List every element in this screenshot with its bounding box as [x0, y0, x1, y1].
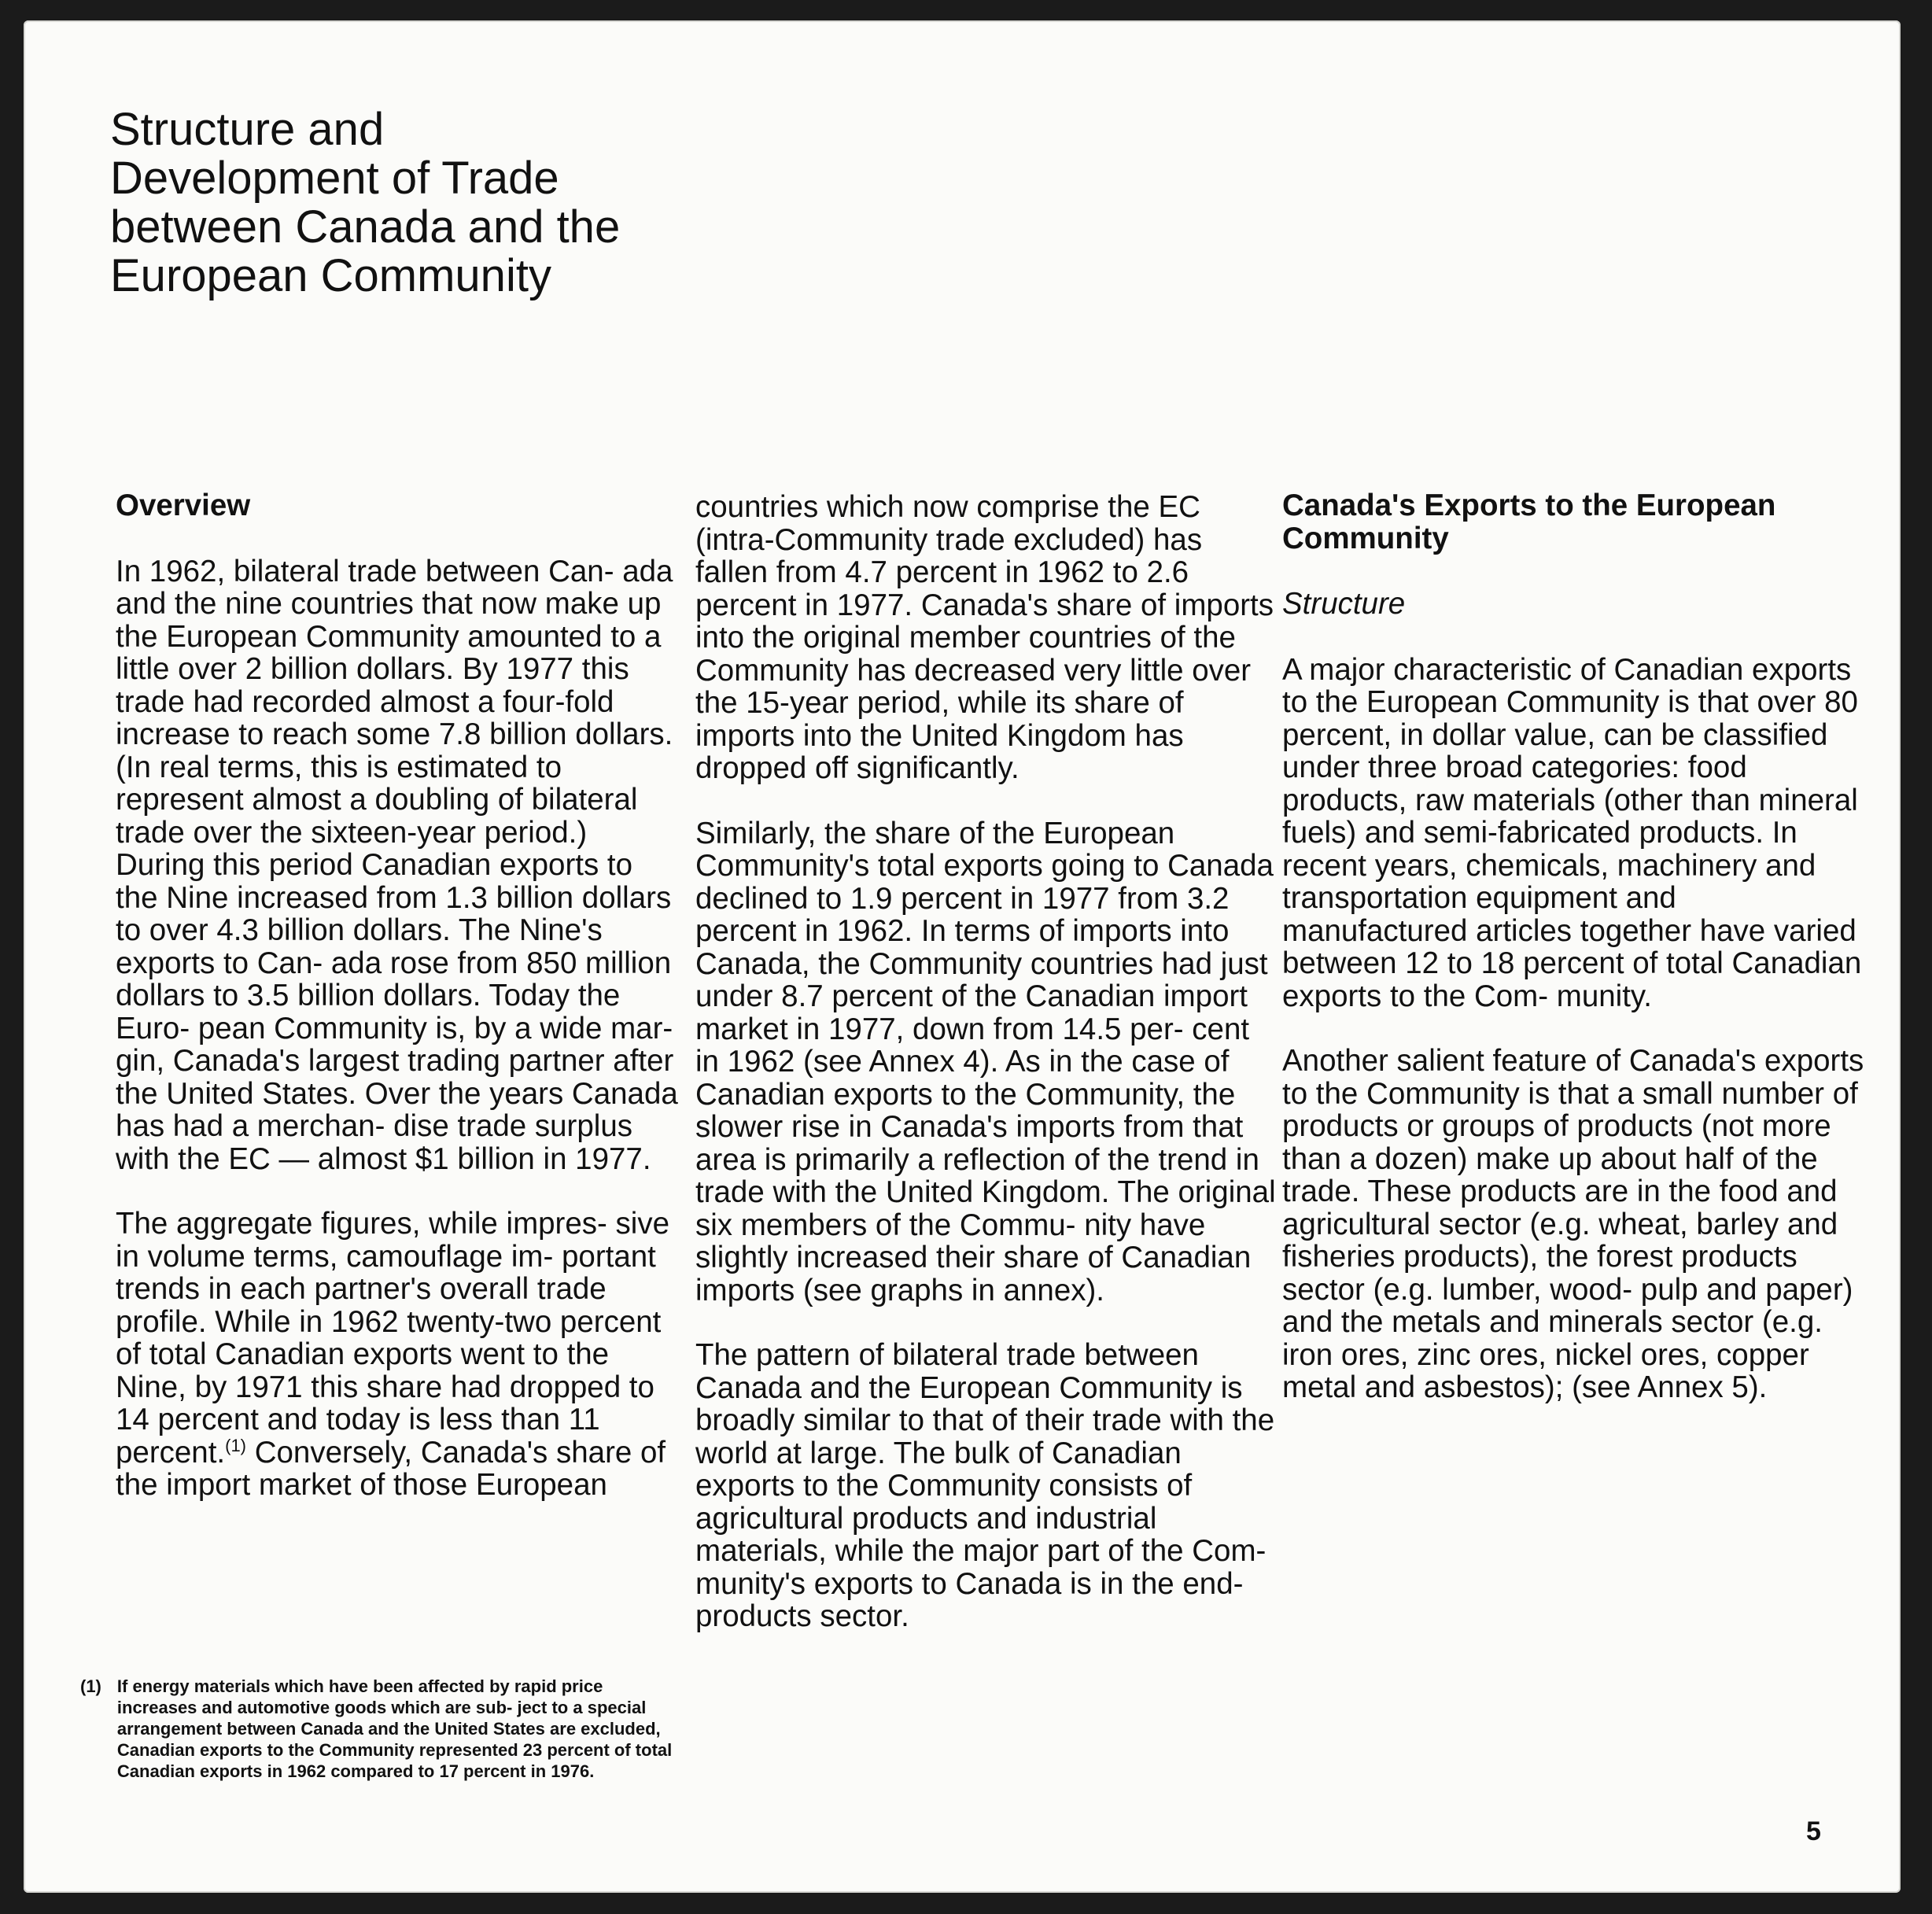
paragraph: Another salient feature of Canada's exports to the Community is that a small number of products or groups of products (not more than a dozen) make up about half of the trade. These products are in the food and agricultural sector (e.g. wheat, barley and fisheries products), the forest products sector (e.g. lumber, wood- pulp and paper) and the metals and minerals sector (e.g. iron ores, zinc ores, nickel ores, copper metal and asbestos); (see Annex 5). — [1282, 1044, 1864, 1404]
footnote — [80, 1676, 686, 1782]
paragraph: In 1962, bilateral trade between Can- ada and the nine countries that now make up the European Community amounted to a little over 2 billion dollars. By 1977 this trade had recorded almost a four-fold increase to reach some 7.8 billion dollars. (In real terms, this is estimated to represent almost a doubling of bilateral trade over the sixteen-year period.) During this period Canadian exports to the Nine increased from 1.3 billion dollars to over 4.3 billion dollars. The Nine's exports to Can- ada rose from 850 million dollars to 3.5 billion dollars. Today the Euro- pean Community is, by a wide mar- gin, Canada's largest trading partner after the United States. Over the years Canada has had a merchan- dise trade surplus with the EC — almost $1 billion in 1977. — [116, 554, 678, 1176]
document-page — [24, 20, 1901, 1893]
footnote-text: If energy materials which have been affected by rapid price increases and automotive goods which are sub- ject to a special arrangement between Canada and the United States are excluded, Canadian exports to the Community represented 23 percent of total Canadian exports in 1962 compared to 17 percent in 1976. — [116, 1676, 673, 1781]
title-line: European Community — [110, 250, 551, 301]
paragraph — [116, 1208, 682, 1502]
column-middle — [695, 491, 1278, 1633]
paragraph: Similarly, the share of the European Community's total exports going to Canada declined to 1.9 percent in 1977 from 3.2 percent in 1962. In terms of imports into Canada, the Community countries had just under 8.7 percent of the Canadian import market in 1977, down from 14.5 per- cent in 1962 (see Annex 4). As in the case of Canadian exports to the Community, the slower rise in Canada's imports from that area is primarily a reflection of the trend in trade with the United Kingdom. The original six members of the Commu- nity have slightly increased their share of Canadian imports (see graphs in annex). — [695, 816, 1276, 1307]
subsection-heading-structure: Structure — [1282, 587, 1406, 621]
title-line: Development of Trade — [110, 153, 559, 204]
paragraph: countries which now comprise the EC (intra-Community trade excluded) has fallen from 4.7 percent in 1962 to 2.6 percent in 1977. Canada's share of imports into the original member countries of the Community has decreased very little over the 15-year period, while its share of imports into the United Kingdom has dropped off significantly. — [695, 490, 1274, 785]
section-heading-overview: Overview — [116, 489, 251, 522]
footnote-mark: (1) — [80, 1676, 101, 1696]
section-heading-exports: Canada's Exports to the European Community — [1282, 489, 1776, 555]
page-number: 5 — [1806, 1816, 1821, 1846]
title-line: between Canada and the — [110, 201, 621, 253]
column-left — [116, 489, 682, 1502]
paragraph: The pattern of bilateral trade between Canada and the European Community is broadly similar to that of their trade with the world at large. The bulk of Canadian exports to the Community consists of agricultural products and industrial materials, while the major part of the Com- munity's exports to Canada is in the end-products sector. — [695, 1338, 1275, 1633]
paragraph-text: The aggregate figures, while impres- sive in volume terms, camouflage im- portant trends in each partner's overall trade profile. While in 1962 twenty-two percent of total Canadian exports went to the Nine, by 1971 this share had dropped to 14 percent and today is less than 11 percent. — [116, 1207, 670, 1470]
paragraph: A major characteristic of Canadian exports to the European Community is that over 80 percent, in dollar value, can be classified under three broad categories: food products, raw materials (other than mineral fuels) and semi-fabricated products. In recent years, chemicals, machinery and transportation equipment and manufactured articles together have varied between 12 to 18 percent of total Canadian exports to the Com- munity. — [1282, 652, 1862, 1013]
page-title — [110, 105, 620, 301]
title-line: Structure and — [110, 104, 385, 155]
paragraph-text: Conversely, Canada's share of the import market of those European — [116, 1435, 666, 1502]
column-right — [1282, 489, 1864, 1404]
footnote-reference: (1) — [225, 1435, 247, 1455]
